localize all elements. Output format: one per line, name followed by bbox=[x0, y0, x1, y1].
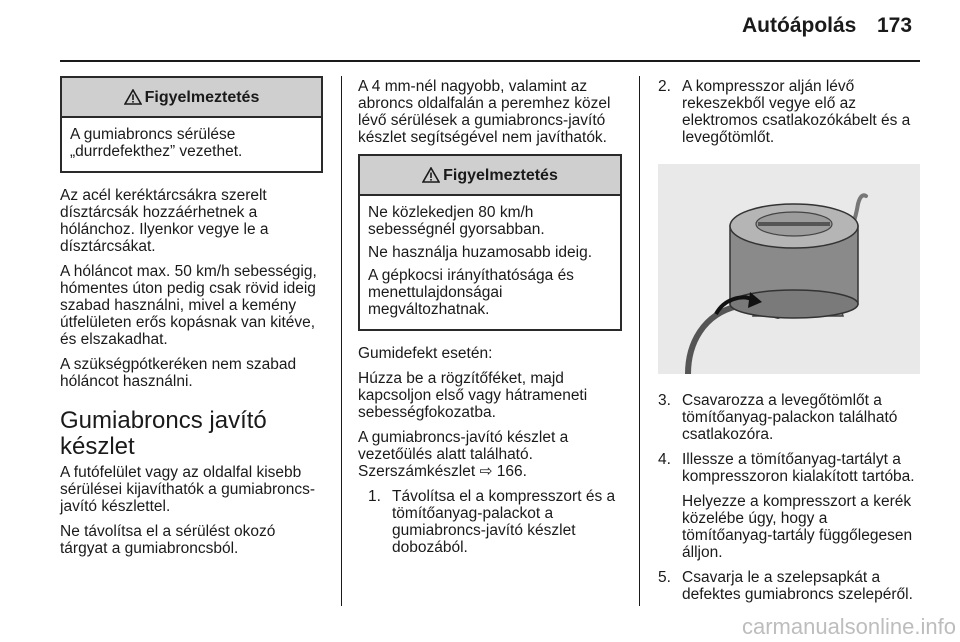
step-extra-text: Helyezze a kompresszort a kerék közelébe úgy, hogy a tömítőanyag-tartály függőlegesen álljon. bbox=[682, 493, 913, 561]
warning-line: Ne használja huzamosabb ideig. bbox=[368, 244, 593, 261]
compressor-illustration bbox=[658, 164, 920, 374]
step-text: Távolítsa el a kompresszort és a tömítőanyag-palackot a gumiabroncs-javító készlet dobozából. bbox=[392, 488, 616, 556]
paragraph: A 4 mm-nél nagyobb, valamint az abroncs oldalfalán a peremhez közel lévő sérülések a gumiabroncs-javító készlet segítségével nem javíthatók. bbox=[358, 78, 611, 146]
column-1 bbox=[60, 76, 325, 565]
paragraph: A futófelület vagy az oldalfal kisebb sérülései kijavíthatók a gumiabroncs-javító készlettel. bbox=[60, 464, 316, 515]
paragraph: Ne távolítsa el a sérülést okozó tárgyat a gumiabroncsból. bbox=[60, 523, 276, 557]
paragraph: A gumiabroncs-javító készlet a vezetőülés alatt található. Szerszámkészlet ⇨ 166. bbox=[358, 429, 569, 480]
paragraph: Húzza be a rögzítőféket, majd kapcsoljon első vagy hátrameneti sebességfokozatba. bbox=[358, 370, 588, 421]
step-number: 4. bbox=[658, 451, 671, 468]
list-item bbox=[658, 78, 922, 146]
list-item bbox=[658, 451, 922, 561]
steps-list bbox=[658, 78, 922, 146]
step-number: 1. bbox=[368, 488, 381, 505]
warning-line: A gépkocsi irányíthatósága és menettulajdonságai megváltozhatnak. bbox=[368, 267, 574, 318]
warning-label: Figyelmeztetés bbox=[144, 88, 260, 106]
paragraph: Gumidefekt esetén: bbox=[358, 345, 493, 362]
step-text: A kompresszor alján lévő rekeszekből vegye elő az elektromos csatlakozókábelt és a levegőtömlőt. bbox=[682, 78, 911, 146]
warning-line: Ne közlekedjen 80 km/h sebességnél gyorsabban. bbox=[368, 204, 545, 238]
list-item bbox=[658, 392, 922, 443]
warning-body bbox=[62, 118, 321, 171]
warning-header bbox=[360, 156, 620, 196]
paragraph: Az acél keréktárcsákra szerelt dísztárcsák hozzáérhetnek a hólánchoz. Ilyenkor vegye le a dísztárcsákat. bbox=[60, 187, 269, 255]
step-text: Csavarozza a levegőtömlőt a tömítőanyag-palackon található csatlakozóra. bbox=[682, 392, 898, 443]
steps-list bbox=[658, 392, 922, 603]
section-title: Gumiabroncs javító készlet bbox=[60, 407, 267, 460]
step-text: Illessze a tömítőanyag-tartályt a kompresszoron kialakított tartóba. bbox=[682, 451, 915, 485]
paragraph: A hóláncot max. 50 km/h sebességig, hómentes úton pedig csak rövid ideig szabad használni, mivel a kemény útfelületen erős kopásnak van kitéve, és elszakadhat. bbox=[60, 263, 317, 348]
warning-body bbox=[360, 196, 620, 329]
warning-triangle-icon bbox=[124, 89, 142, 105]
warning-triangle-icon bbox=[422, 167, 440, 183]
step-text: Csavarja le a szelepsapkát a defektes gumiabroncs szelepéről. bbox=[682, 569, 913, 603]
watermark: carmanualsonline.info bbox=[741, 614, 956, 639]
column-3 bbox=[658, 78, 922, 611]
steps-list bbox=[368, 488, 624, 556]
chapter-title: Autóápolás bbox=[742, 14, 857, 37]
header-rule bbox=[60, 60, 920, 62]
warning-text: A gumiabroncs sérülése „durrdefekthez” vezethet. bbox=[70, 126, 243, 160]
list-item bbox=[658, 569, 922, 603]
warning-box bbox=[358, 154, 622, 331]
step-number: 5. bbox=[658, 569, 671, 586]
paragraph: A szükségpótkeréken nem szabad hóláncot használni. bbox=[60, 356, 297, 390]
column-divider bbox=[639, 76, 640, 606]
page-number: 173 bbox=[877, 14, 913, 37]
column-divider bbox=[341, 76, 342, 606]
warning-label: Figyelmeztetés bbox=[443, 166, 558, 184]
list-item bbox=[368, 488, 624, 556]
column-2 bbox=[358, 78, 624, 564]
step-number: 2. bbox=[658, 78, 671, 95]
warning-box bbox=[60, 76, 323, 173]
step-number: 3. bbox=[658, 392, 671, 409]
warning-header bbox=[62, 78, 321, 118]
